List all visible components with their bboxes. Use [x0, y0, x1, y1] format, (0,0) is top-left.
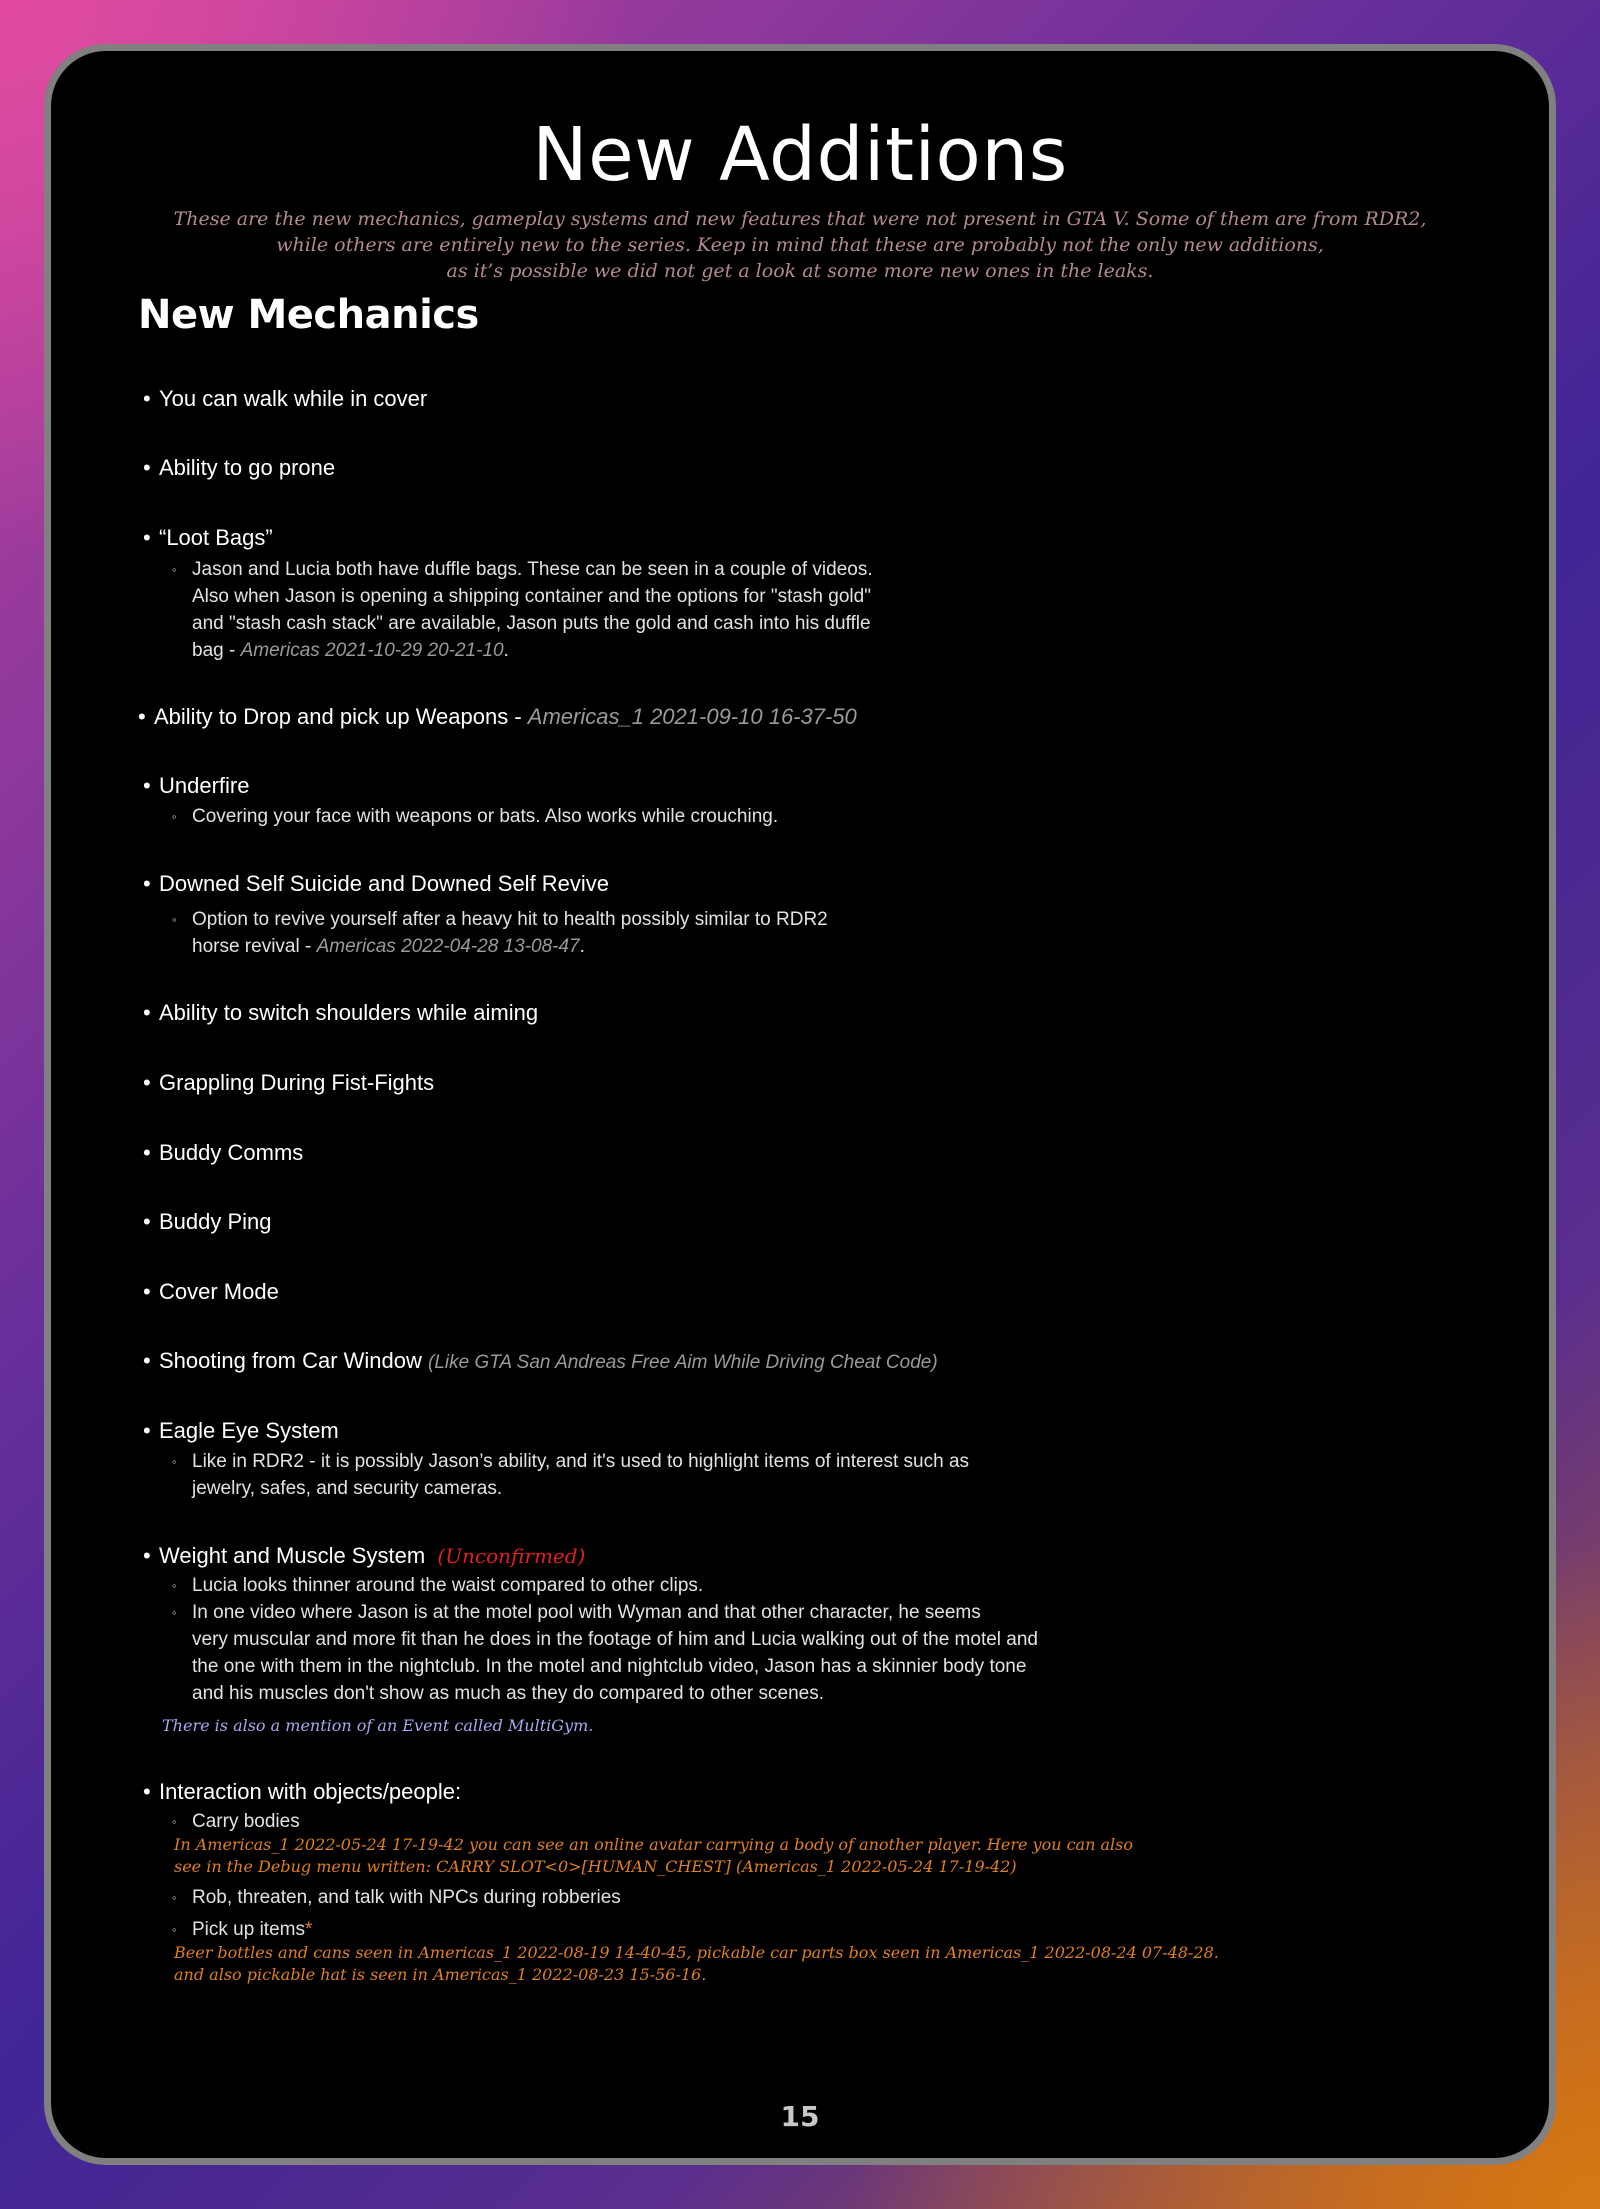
source-reference: Americas 2021-10-29 20-21-10: [240, 640, 504, 661]
source-reference: (Like GTA San Andreas Free Aim While Driving Cheat Code): [428, 1352, 938, 1373]
note-line: and also pickable hat is seen in Americas_1 2022-08-23 15-56-16.: [174, 1965, 707, 1984]
item-label: Buddy Ping: [159, 1209, 272, 1234]
sub-line-text: .: [579, 936, 585, 957]
sub-bullet-icon: ◦: [172, 1454, 177, 1469]
sub-item: [172, 556, 873, 664]
item-label: “Loot Bags”: [159, 525, 273, 550]
sub-item: [172, 1808, 300, 1835]
sub-bullet-icon: ◦: [172, 1922, 177, 1937]
sub-line: very muscular and more fit than he does in the footage of him and Lucia walking out of the motel and: [192, 1629, 1039, 1650]
list-item: [143, 871, 609, 897]
sub-line: Option to revive yourself after a heavy hit to health possibly similar to RDR2: [192, 909, 828, 930]
sub-line: [192, 637, 873, 664]
note-line: Beer bottles and cans seen in Americas_1 2022-08-19 14-40-45, pickable car parts box seen in Americas_1 2022-08-24 07-48-28.: [174, 1943, 1219, 1962]
sub-line: and "stash cash stack" are available, Jason puts the gold and cash into his duffle: [192, 613, 871, 634]
sub-line: the one with them in the nightclub. In the motel and nightclub video, Jason has a skinnier body tone: [192, 1656, 1027, 1677]
list-item: [143, 386, 427, 412]
sub-item: [172, 1599, 1039, 1707]
pickup-note: [174, 1942, 1219, 1986]
source-reference: Americas_1 2021-09-10 16-37-50: [527, 704, 857, 729]
note-line: In Americas_1 2022-05-24 17-19-42 you can see an online avatar carrying a body of another player. Here you can also: [174, 1835, 1133, 1854]
item-label: Buddy Comms: [159, 1140, 304, 1165]
sub-item: [172, 803, 779, 830]
sub-line: Rob, threaten, and talk with NPCs during robberies: [192, 1887, 621, 1908]
sub-bullet-icon: ◦: [172, 1890, 177, 1905]
page-title: New Additions: [532, 112, 1068, 198]
sub-line: Carry bodies: [192, 1811, 300, 1832]
bullet-icon: •: [143, 871, 151, 896]
sub-line-text: horse revival -: [192, 936, 317, 957]
sub-line: [192, 1916, 312, 1943]
sub-line: Also when Jason is opening a shipping container and the options for "stash gold": [192, 586, 871, 607]
bullet-icon: •: [143, 1543, 151, 1568]
list-item: [143, 1000, 538, 1026]
item-label: Ability to go prone: [159, 455, 336, 480]
bullet-icon: •: [143, 1209, 151, 1234]
item-label: Shooting from Car Window: [159, 1348, 428, 1373]
item-label: Weight and Muscle System: [159, 1543, 426, 1568]
bullet-icon: •: [143, 386, 151, 411]
item-label: Underfire: [159, 773, 250, 798]
item-label: Ability to Drop and pick up Weapons -: [154, 704, 528, 729]
list-item: [143, 1418, 339, 1444]
sub-line: Like in RDR2 - it is possibly Jason’s ability, and it's used to highlight items of interest such as: [192, 1451, 970, 1472]
sub-bullet-icon: ◦: [172, 809, 177, 824]
list-item: [143, 1140, 303, 1166]
sub-bullet-icon: ◦: [172, 1814, 177, 1829]
bullet-icon: •: [143, 1418, 151, 1443]
section-heading: New Mechanics: [138, 292, 479, 338]
bullet-icon: •: [143, 1779, 151, 1804]
list-item: [143, 1779, 461, 1805]
list-item: [143, 773, 249, 799]
sub-item: [172, 906, 828, 960]
sub-line: Covering your face with weapons or bats. Also works while crouching.: [192, 806, 779, 827]
sub-line: and his muscles don't show as much as they do compared to other scenes.: [192, 1683, 825, 1704]
sub-line-text: Pick up items: [192, 1919, 305, 1940]
sub-line: In one video where Jason is at the motel pool with Wyman and that other character, he seems: [192, 1602, 981, 1623]
source-reference: Americas 2022-04-28 13-08-47: [316, 936, 580, 957]
item-label: Cover Mode: [159, 1279, 279, 1304]
sub-item: [172, 1572, 704, 1599]
bullet-icon: •: [138, 704, 146, 729]
sub-item: [172, 1916, 313, 1943]
carry-note: [174, 1834, 1133, 1878]
sub-item: [172, 1884, 621, 1911]
list-item: [143, 1070, 434, 1096]
intro-line: while others are entirely new to the series. Keep in mind that these are probably not the only new additions,: [276, 234, 1324, 256]
bullet-icon: •: [143, 1000, 151, 1025]
bullet-icon: •: [143, 1070, 151, 1095]
list-item: [143, 455, 335, 481]
bullet-icon: •: [143, 525, 151, 550]
unconfirmed-tag: (Unconfirmed): [437, 1544, 586, 1568]
sub-line-text: .: [503, 640, 509, 661]
item-label: Eagle Eye System: [159, 1418, 339, 1443]
intro-line: These are the new mechanics, gameplay systems and new features that were not present in GTA V. Some of them are from RDR2,: [173, 208, 1427, 230]
sub-line: Jason and Lucia both have duffle bags. These can be seen in a couple of videos.: [192, 559, 873, 580]
intro-text: [0, 206, 1600, 284]
bullet-icon: •: [143, 1140, 151, 1165]
list-item: [143, 1543, 585, 1569]
list-item: [143, 525, 273, 551]
list-item: [143, 1348, 938, 1374]
sub-bullet-icon: ◦: [172, 562, 177, 577]
item-label: Interaction with objects/people:: [159, 1779, 462, 1804]
sub-line-text: bag -: [192, 640, 241, 661]
item-label: Grappling During Fist-Fights: [159, 1070, 435, 1095]
list-item: [143, 1209, 272, 1235]
list-item: [138, 704, 857, 730]
sub-line: jewelry, safes, and security cameras.: [192, 1478, 503, 1499]
intro-line: as it’s possible we did not get a look at some more new ones in the leaks.: [446, 260, 1154, 282]
multigym-note: There is also a mention of an Event called MultiGym.: [162, 1716, 594, 1735]
list-item: [143, 1279, 279, 1305]
sub-line: Lucia looks thinner around the waist compared to other clips.: [192, 1575, 704, 1596]
page-number: 15: [780, 2100, 820, 2133]
asterisk-icon: *: [304, 1919, 313, 1940]
sub-line: [192, 933, 828, 960]
bullet-icon: •: [143, 1279, 151, 1304]
bullet-icon: •: [143, 1348, 151, 1373]
item-label: Downed Self Suicide and Downed Self Revive: [159, 871, 610, 896]
sub-bullet-icon: ◦: [172, 1605, 177, 1620]
note-line: see in the Debug menu written: CARRY SLOT<0>[HUMAN_CHEST] (Americas_1 2022-05-24 17-19-42): [174, 1857, 1017, 1876]
sub-bullet-icon: ◦: [172, 1578, 177, 1593]
sub-item: [172, 1448, 970, 1502]
bullet-icon: •: [143, 455, 151, 480]
sub-bullet-icon: ◦: [172, 912, 177, 927]
item-label: You can walk while in cover: [159, 386, 428, 411]
item-label: Ability to switch shoulders while aiming: [159, 1000, 539, 1025]
bullet-icon: •: [143, 773, 151, 798]
